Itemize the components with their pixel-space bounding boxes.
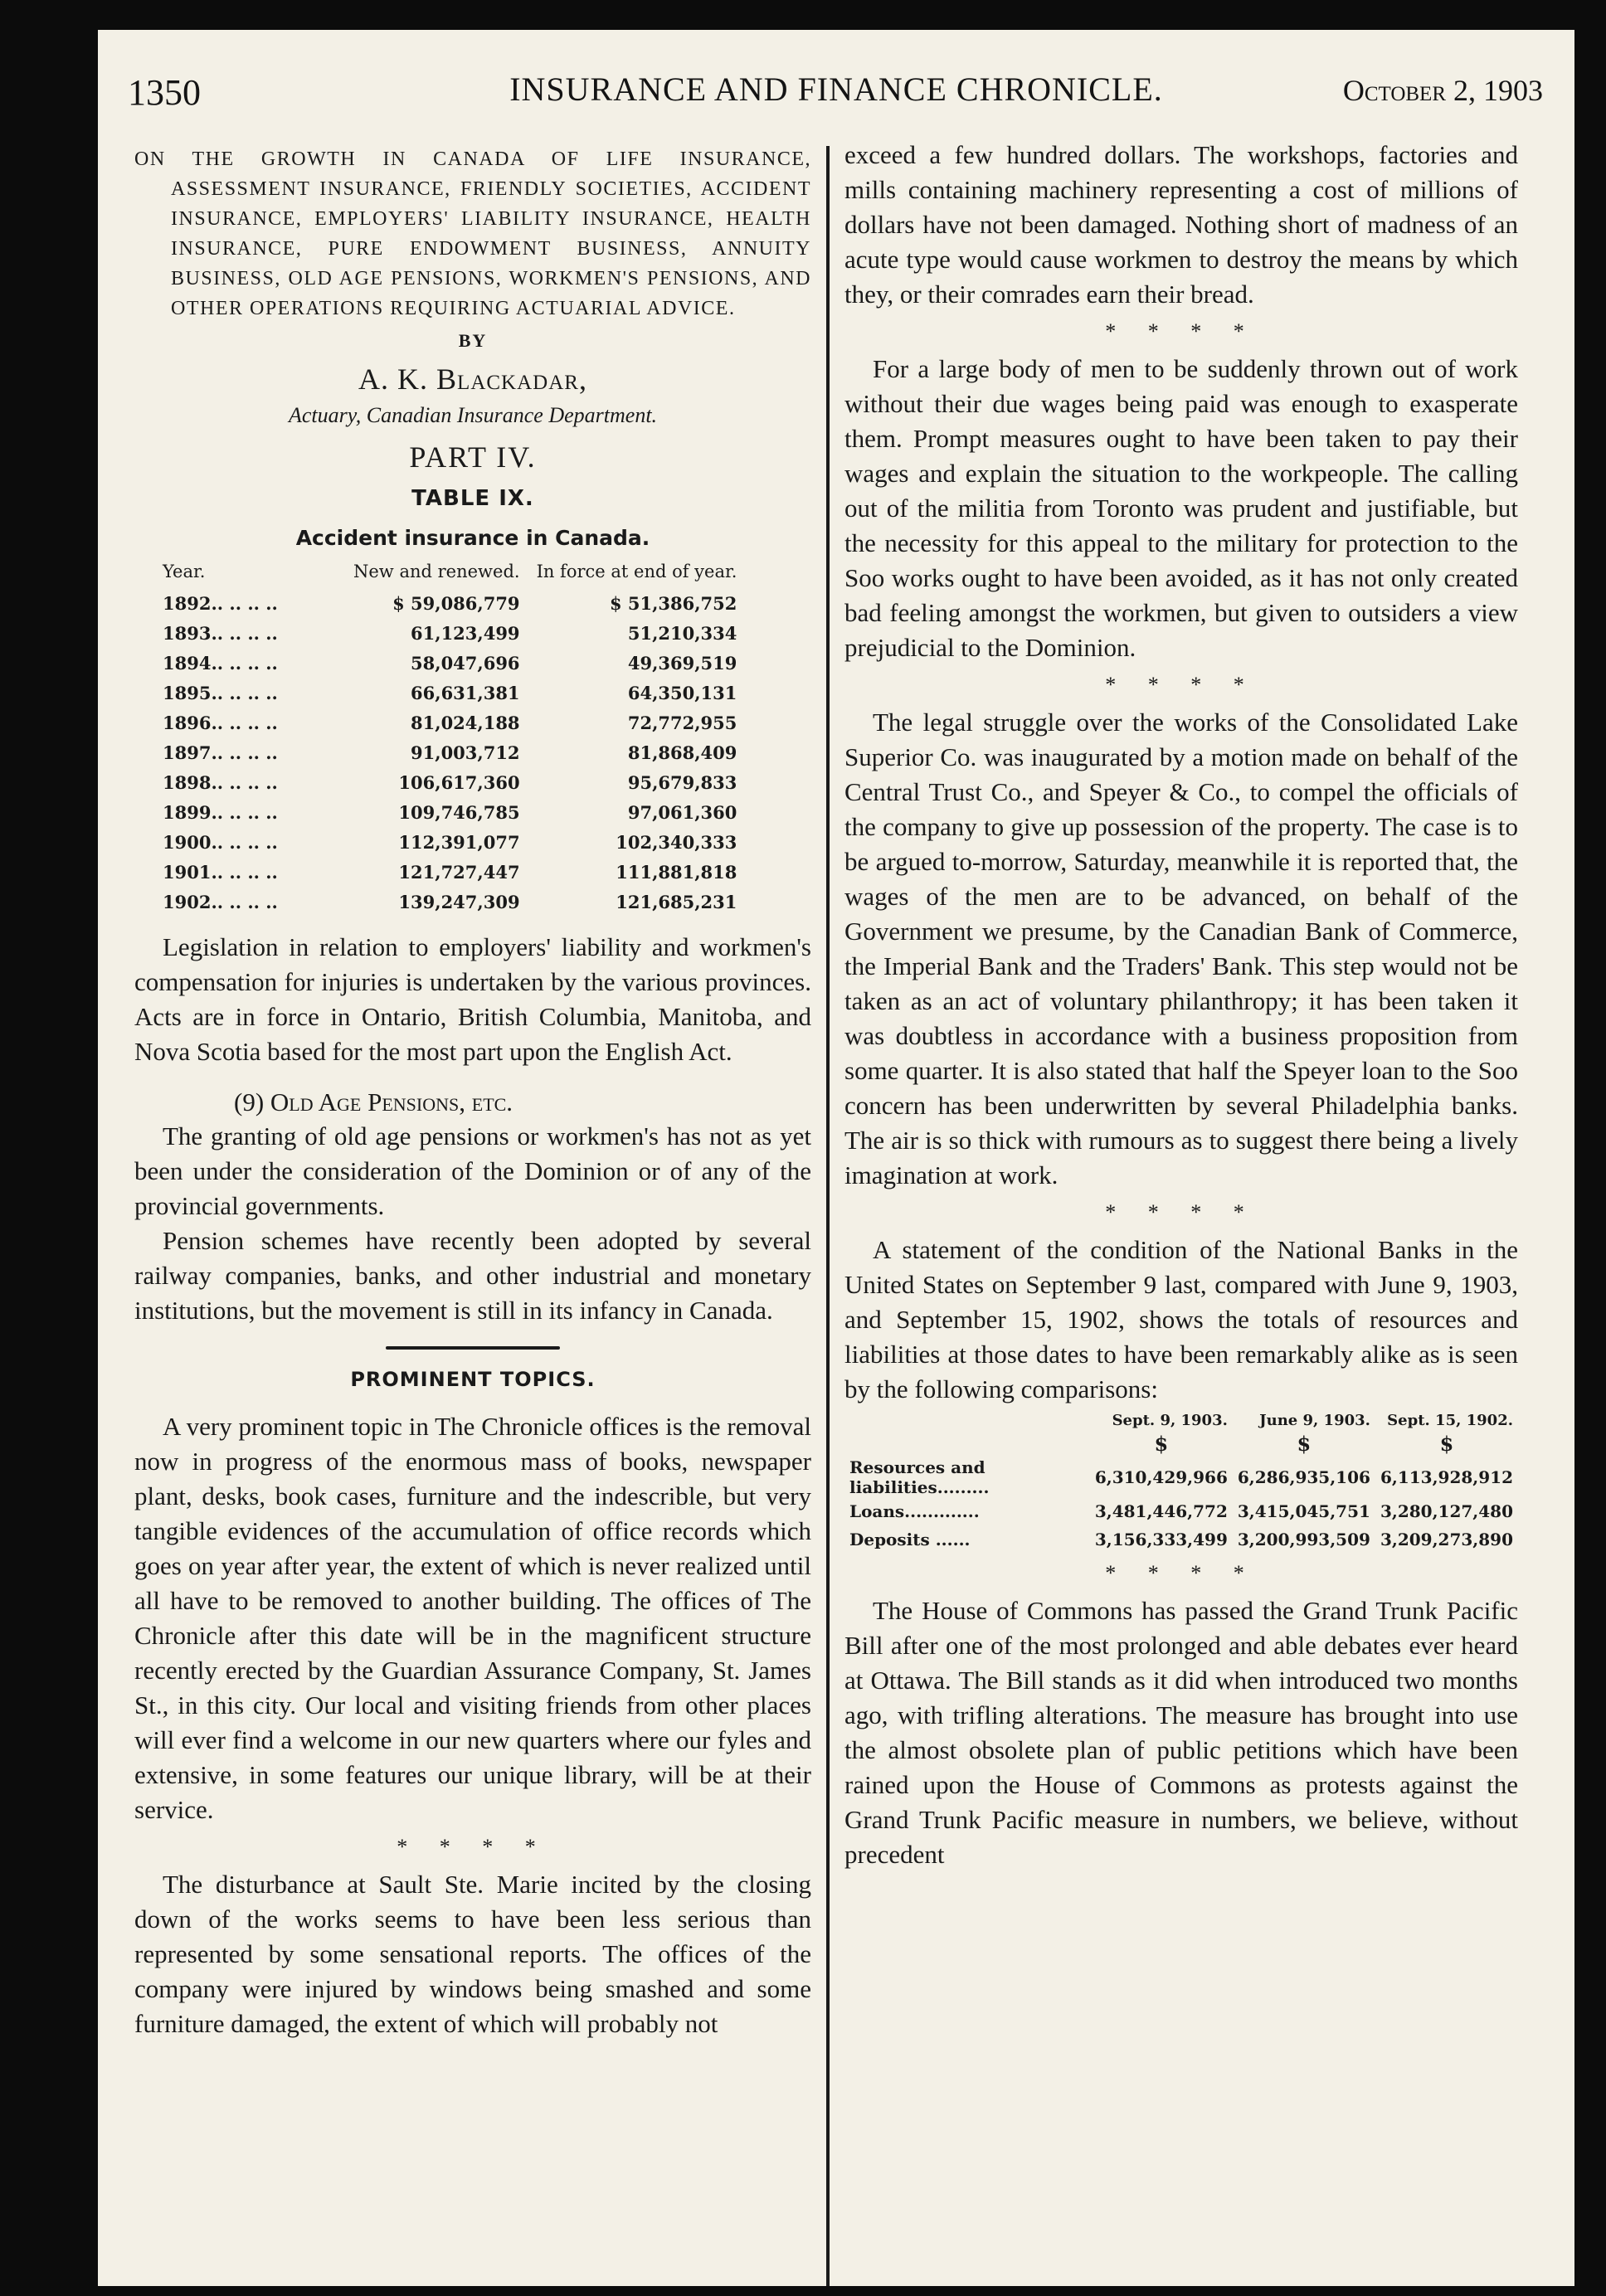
table-row xyxy=(154,887,745,917)
newspaper-page xyxy=(98,30,1574,2286)
banks-header-june-1903: June 9, 1903. xyxy=(1259,1412,1370,1429)
cell-year: 1895.. .. .. .. xyxy=(163,682,278,703)
cell-year: 1899.. .. .. .. xyxy=(163,801,278,823)
table-header-row xyxy=(154,562,745,588)
cell-new: $ 59,086,779 xyxy=(392,592,520,614)
cell-year: 1894.. .. .. .. xyxy=(163,652,278,674)
cell-year: 1902.. .. .. .. xyxy=(163,891,278,912)
row-label: Loans............. xyxy=(849,1501,980,1521)
page-header xyxy=(98,63,1574,121)
cell-force: 72,772,955 xyxy=(627,712,737,733)
table-row xyxy=(154,708,745,737)
table-row xyxy=(154,648,745,678)
cell-value: 6,286,935,106 xyxy=(1237,1467,1370,1487)
paragraph-militia: For a large body of men to be suddenly thrown out of work without their due wages being paid was enough to exasperate them. Prompt measures ought to have been taken to pay their wages and explain the situation to the workpeople. The calling out of the militia from Toronto was prudent and justifiable, but the necessity for this appeal to the military for protection to the Soo works ought to have been avoided, as it has not only created bad feeling amongst the workmen, but given to outsiders a view prejudicial to the Dominion. xyxy=(844,354,1518,662)
issue-date: October 2, 1903 xyxy=(1342,74,1543,107)
cell-new: 81,024,188 xyxy=(411,712,520,733)
cell-value: 3,415,045,751 xyxy=(1237,1501,1370,1521)
table-row xyxy=(154,588,745,618)
cell-new: 112,391,077 xyxy=(398,831,520,853)
section-stars: * * * * xyxy=(1105,319,1258,343)
paragraph-chronicle-removal: A very prominent topic in The Chronicle offices is the removal now in progress of the enormous mass of books, newspaper plant, desks, book cases, furniture and the indescrible, but very tangible evidences of the accumulation of office records which goes on year after year, the extent of which is never realized until all have to be removed to another building. The offices of The Chronicle after this date will be in the magnificent structure recently erected by the Guardian Assurance Company, St. James St., in this city. Our local and visiting friends from other places will ever find a welcome in our new quarters where our fyles and extensive, in some features our unique library, will be at their service. xyxy=(134,1412,811,1824)
table-row xyxy=(154,618,745,648)
cell-force: 51,210,334 xyxy=(627,622,737,644)
paragraph-house-of-commons: The House of Commons has passed the Grand Trunk Pacific Bill after one of the most prolonged and able debates ever heard at Ottawa. The Bill stands as it did when introduced two months ago, with trifling alterations. The measure has brought into use the almost obsolete plan of public petitions which have been rained upon the House of Commons as protests against the Grand Trunk Pacific measure in numbers, we believe, without precedent xyxy=(844,1596,1518,1869)
header-new-renewed: New and renewed. xyxy=(353,562,520,581)
cell-force: 121,685,231 xyxy=(616,891,737,912)
national-banks-table xyxy=(844,1412,1518,1554)
currency-cell: $ xyxy=(1439,1431,1454,1456)
cell-force: 111,881,818 xyxy=(616,861,737,883)
table-row xyxy=(154,737,745,767)
cell-year: 1897.. .. .. .. xyxy=(163,742,278,763)
cell-force: 102,340,333 xyxy=(616,831,737,853)
paragraph-continued: exceed a few hundred dollars. The workshops, factories and mills containing machinery representing a cost of millions of dollars have not been damaged. Nothing short of madness of an acute type would cause workmen to destroy the means by which they, or their comrades earn their bread. xyxy=(844,140,1518,309)
part-heading: PART IV. xyxy=(409,440,537,474)
author-name: A. K. Blackadar, xyxy=(358,362,587,396)
paragraph-national-banks: A statement of the condition of the National Banks in the United States on September 9 last, compared with June 9, 1903, and September 15, 1902, shows the totals of resources and liabilities at those dates to have been remarkably alike as is seen by the following comparisons: xyxy=(844,1235,1518,1403)
header-in-force: In force at end of year. xyxy=(536,562,737,581)
cell-value: 3,280,127,480 xyxy=(1380,1501,1513,1521)
cell-new: 61,123,499 xyxy=(411,622,520,644)
paragraph-pensions-1: The granting of old age pensions or workmen's has not as yet been under the consideration of the Dominion or of any of the provincial governments. xyxy=(134,1121,811,1220)
accident-insurance-table xyxy=(154,562,745,917)
table-row xyxy=(844,1457,1518,1497)
cell-year: 1892.. .. .. .. xyxy=(163,592,278,614)
cell-value: 6,113,928,912 xyxy=(1380,1467,1513,1487)
cell-new: 58,047,696 xyxy=(411,652,520,674)
table-row xyxy=(154,678,745,708)
cell-force: 95,679,833 xyxy=(627,771,737,793)
cell-new: 139,247,309 xyxy=(398,891,520,912)
paragraph-pensions-2: Pension schemes have recently been adopted by several railway companies, banks, and other industrial and monetary institutions, but the movement is still in its infancy in Canada. xyxy=(134,1226,811,1325)
cell-value: 6,310,429,966 xyxy=(1094,1467,1228,1487)
table-caption: Accident insurance in Canada. xyxy=(295,526,650,550)
banks-header-sept-1903: Sept. 9, 1903. xyxy=(1112,1412,1228,1429)
banks-currency-row xyxy=(844,1429,1518,1457)
row-label: Deposits ...... xyxy=(849,1530,971,1549)
page-number: 1350 xyxy=(128,72,201,113)
cell-force: 49,369,519 xyxy=(627,652,737,674)
section-title: PROMINENT TOPICS. xyxy=(350,1368,596,1391)
paragraph-sault-ste-marie: The disturbance at Sault Ste. Marie incited by the closing down of the works seems to have been less serious than represented by some sensational reports. The offices of the company were injured by windows being smashed and some furniture damaged, the extent of which will probably not xyxy=(134,1870,811,2038)
cell-value: 3,209,273,890 xyxy=(1380,1530,1513,1549)
currency-cell xyxy=(844,1429,1090,1457)
banks-header-label xyxy=(844,1412,1090,1429)
section-stars: * * * * xyxy=(397,1835,549,1859)
row-label: Resources and liabilities......... xyxy=(849,1457,990,1497)
currency-cell: $ xyxy=(1154,1431,1169,1456)
cell-new: 91,003,712 xyxy=(411,742,520,763)
table-row xyxy=(154,857,745,887)
right-column xyxy=(844,138,1518,1872)
currency-cell: $ xyxy=(1297,1431,1312,1456)
header-year: Year. xyxy=(163,562,206,581)
section-stars: * * * * xyxy=(1105,673,1258,697)
cell-year: 1898.. .. .. .. xyxy=(163,771,278,793)
cell-year: 1896.. .. .. .. xyxy=(163,712,278,733)
section-stars: * * * * xyxy=(1105,1561,1258,1585)
table-row xyxy=(154,797,745,827)
left-column xyxy=(134,138,811,2041)
cell-year: 1900.. .. .. .. xyxy=(163,831,278,853)
paragraph-legal-struggle: The legal struggle over the works of the Consolidated Lake Superior Co. was inaugurated by a motion made on behalf of the Central Trust Co., and Speyer & Co., to compel the officials of the company to give up possession of the property. The case is to be argued to-morrow, Saturday, meanwhile it is reported that, the wages of the men are to be advanced, on behalf of the Government we presume, by the Canadian Bank of Commerce, the Imperial Bank and the Traders' Bank. This step would not be taken as an act of voluntary philanthropy; it has been taken it was doubtless in accordance with a business proposition from some quarter. It is also stated that half the Speyer loan to the Soo concern has been underwritten by several Philadelphia banks. The air is so thick with rumours as to suggest there being a lively imagination at work. xyxy=(844,708,1518,1189)
table-row xyxy=(844,1525,1518,1554)
banks-header-row xyxy=(844,1412,1518,1429)
section-stars: * * * * xyxy=(1105,1200,1258,1224)
byline-by: BY xyxy=(458,330,488,351)
banks-header-sept-1902: Sept. 15, 1902. xyxy=(1387,1412,1513,1429)
table-label: TABLE IX. xyxy=(411,486,534,511)
cell-year: 1893.. .. .. .. xyxy=(163,622,278,644)
subheading-old-age-pensions: (9) Old Age Pensions, etc. xyxy=(234,1087,513,1116)
article-heading: ON THE GROWTH IN CANADA OF LIFE INSURANCE, ASSESSMENT INSURANCE, FRIENDLY SOCIETIES, ACCIDENT INSURANCE, EMPLOYERS' LIABILITY INSURANCE, HEALTH INSURANCE, PURE ENDOWMENT BUSINESS, ANNUITY BUSINESS, OLD AGE PENSIONS, WORKMEN'S PENSIONS, AND OTHER OPERATIONS REQUIRING ACTUARIAL ADVICE. xyxy=(134,148,811,319)
cell-force: 64,350,131 xyxy=(627,682,737,703)
cell-force: 97,061,360 xyxy=(627,801,737,823)
cell-new: 106,617,360 xyxy=(398,771,520,793)
cell-new: 121,727,447 xyxy=(398,861,520,883)
cell-new: 66,631,381 xyxy=(411,682,520,703)
table-row xyxy=(154,827,745,857)
cell-year: 1901.. .. .. .. xyxy=(163,861,278,883)
cell-value: 3,481,446,772 xyxy=(1094,1501,1228,1521)
cell-value: 3,156,333,499 xyxy=(1094,1530,1228,1549)
cell-force: $ 51,386,752 xyxy=(609,592,737,614)
paragraph-legislation: Legislation in relation to employers' liability and workmen's compensation for injuries is undertaken by the various provinces. Acts are in force in Ontario, British Columbia, Manitoba, and Nova Scotia based for the most part upon the English Act. xyxy=(134,932,811,1066)
cell-value: 3,200,993,509 xyxy=(1237,1530,1370,1549)
table-row xyxy=(154,767,745,797)
column-rule xyxy=(826,146,830,2286)
cell-new: 109,746,785 xyxy=(398,801,520,823)
author-title: Actuary, Canadian Insurance Department. xyxy=(288,403,658,427)
publication-title: INSURANCE AND FINANCE CHRONICLE. xyxy=(509,71,1163,108)
cell-force: 81,868,409 xyxy=(627,742,737,763)
table-row xyxy=(844,1497,1518,1525)
section-divider xyxy=(386,1346,560,1350)
